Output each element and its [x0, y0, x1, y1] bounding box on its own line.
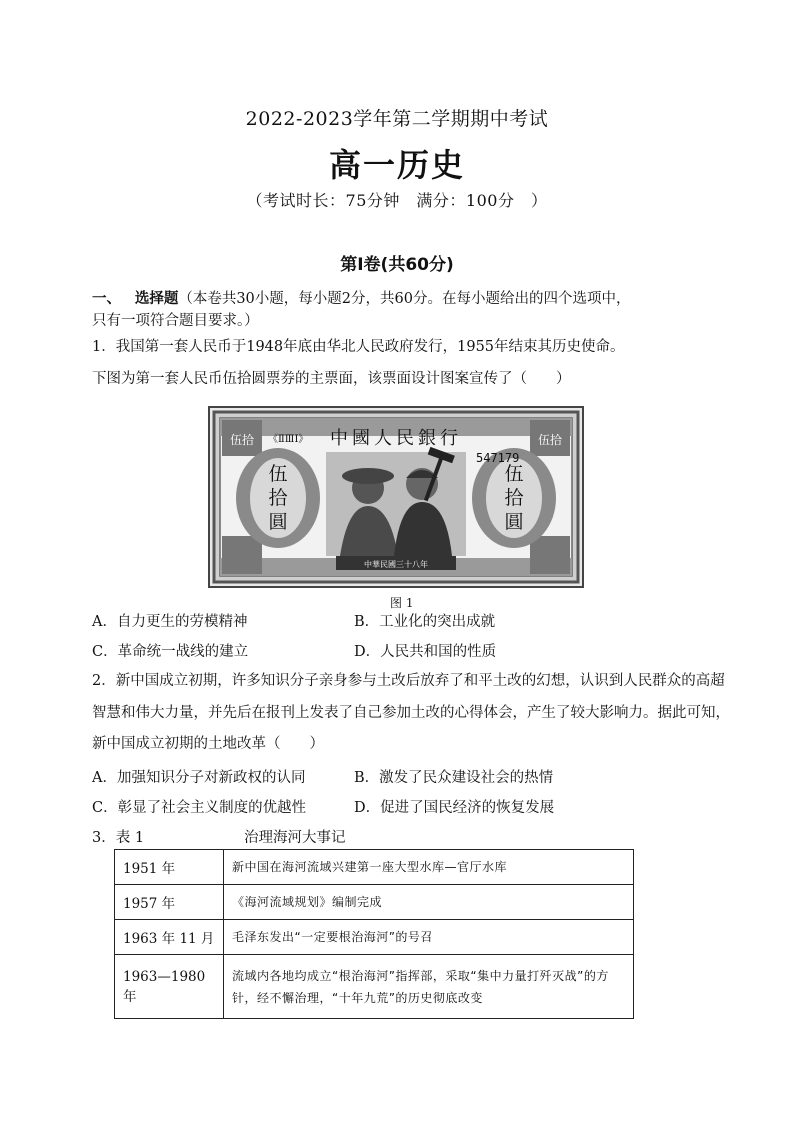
q2-stem-line1: 2．新中国成立初期，许多知识分子亲身参与土改后放弃了和平土改的幻想，认识到人民群众的高超 — [92, 673, 725, 689]
q3-table-title: 治理海河大事记 — [244, 830, 346, 846]
exam-info: （考试时长：75分钟 满分：100分 ） — [246, 191, 548, 210]
q2-stem-line2: 智慧和伟大力量，并先后在报刊上发表了自己参加土改的心得体会，产生了较大影响力。据此可知， — [92, 705, 730, 721]
table-cell-year: 1957 年 — [115, 885, 224, 920]
table-cell-year: 1963—1980 年 — [115, 955, 224, 1019]
q2-option-b: B．激发了民众建设社会的热情 — [354, 770, 554, 786]
q1-stem-line1: 1．我国第一套人民币于1948年底由华北人民政府发行，1955年结束其历史使命。 — [92, 339, 625, 355]
serial-number: 547179 — [476, 451, 520, 465]
table-row — [115, 885, 634, 920]
table-cell-year: 1963 年 11 月 — [115, 920, 224, 955]
denom-right-3: 圓 — [504, 511, 524, 533]
section-desc-2: 只有一项符合题目要求。） — [92, 313, 259, 329]
section-heading — [92, 288, 630, 332]
table-cell-event: 新中国在海河流域兴建第一座大型水库—官厅水库 — [224, 850, 634, 885]
table-row — [115, 920, 634, 955]
table-cell-event: 《海河流域规划》编制完成 — [224, 885, 634, 920]
q2-stem-line3: 新中国成立初期的土地改革（ ） — [92, 736, 324, 752]
subject-title: 高一历史 — [328, 146, 465, 184]
banknote-figure — [208, 406, 584, 588]
q1-option-b: B．工业化的突出成就 — [354, 614, 496, 630]
bank-name: 中國人民銀行 — [330, 428, 462, 449]
q1-option-c: C．革命统一战线的建立 — [92, 644, 249, 660]
denom-right-1: 伍 — [504, 463, 524, 485]
table-cell-event: 流域内各地均成立“根治海河”指挥部，采取“集中力量打歼灭战”的方针，经不懈治理，“十年九荒”的历史彻底改变 — [224, 955, 634, 1019]
history-table — [114, 849, 634, 1019]
section-title: 选择题 — [134, 291, 179, 307]
exam-title: 2022-2023学年第二学期期中考试 — [245, 108, 549, 130]
q1-option-d: D．人民共和国的性质 — [354, 644, 497, 660]
table-cell-year: 1951 年 — [115, 850, 224, 885]
issue-year: 中華民國三十八年 — [364, 560, 428, 569]
denom-right-2: 拾 — [504, 487, 524, 509]
table-row — [115, 955, 634, 1019]
q1-option-a: A．自力更生的劳模精神 — [92, 614, 248, 630]
figure-caption: 图 1 — [390, 596, 414, 610]
q2-option-d: D．促进了国民经济的恢复发展 — [354, 800, 555, 816]
table-row — [115, 850, 634, 885]
corner-denom-right: 伍拾 — [537, 433, 563, 447]
q2-option-a: A．加强知识分子对新政权的认同 — [92, 770, 306, 786]
section-desc-1: （本卷共30小题，每小题2分，共60分。在每小题给出的四个选项中， — [178, 291, 631, 307]
q1-stem-line2: 下图为第一套人民币伍拾圆票券的主票面，该票面设计图案宣传了（ ） — [92, 371, 571, 387]
series-mark: 《ⅡⅢⅠ》 — [268, 434, 309, 445]
denom-left-3: 圓 — [268, 511, 288, 533]
table-cell-event: 毛泽东发出“一定要根治海河”的号召 — [224, 920, 634, 955]
denom-left-1: 伍 — [268, 463, 288, 485]
corner-denom-left: 伍拾 — [229, 433, 255, 447]
q3-label: 3．表 1 — [92, 830, 145, 846]
part-title: 第Ⅰ卷(共60分) — [340, 255, 454, 275]
denom-left-2: 拾 — [268, 487, 288, 509]
section-number: 一、 — [92, 291, 121, 307]
q2-option-c: C．彰显了社会主义制度的优越性 — [92, 800, 307, 816]
